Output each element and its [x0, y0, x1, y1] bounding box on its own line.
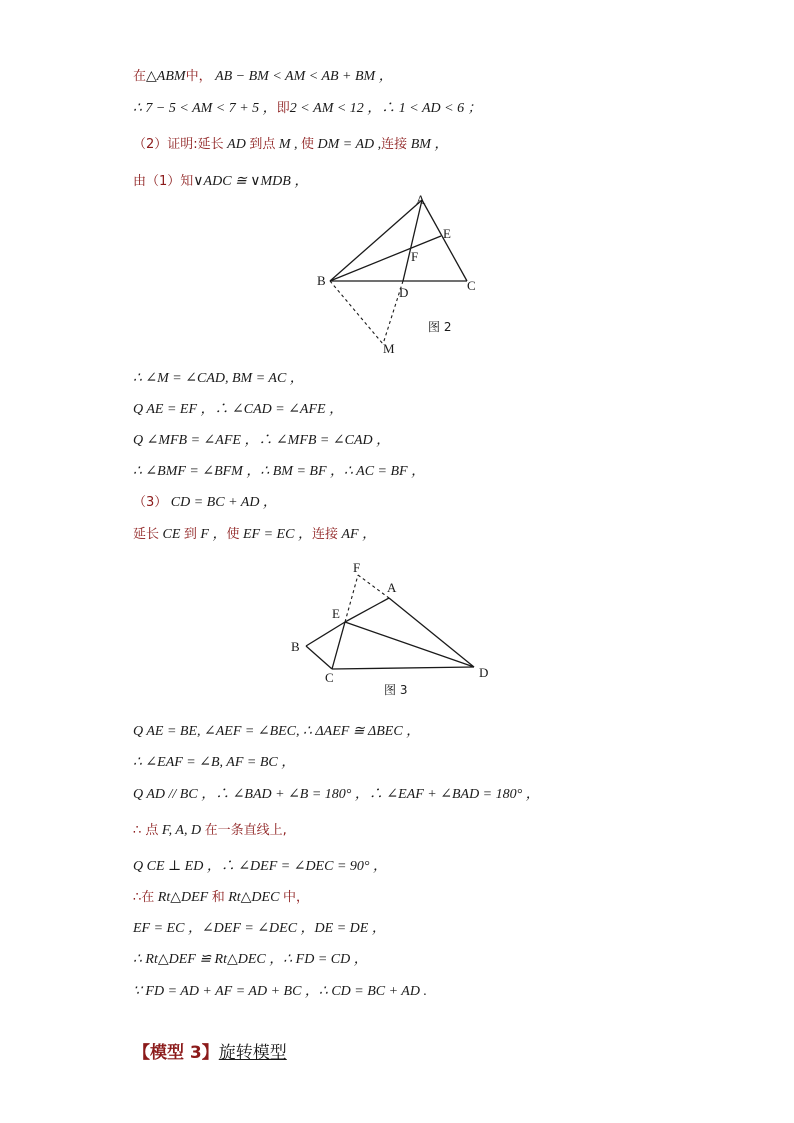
solution-line	[133, 918, 386, 939]
solution-line	[133, 171, 308, 192]
line-segment: ∨ADC ≅ ∨MDB ，	[193, 174, 309, 189]
solution-line	[133, 820, 287, 841]
solution-line	[133, 524, 376, 545]
line-segment: Q AE = EF ，∴ ∠CAD = ∠AFE ，	[133, 402, 344, 417]
line-segment: 在	[133, 69, 147, 84]
solution-line	[133, 949, 368, 970]
solution-line	[133, 887, 309, 908]
solution-line	[133, 368, 304, 389]
fig3-label-c: C	[325, 670, 334, 685]
line-segment: Q CE ⊥ ED ，∴ ∠DEF = ∠DEC = 90° ，	[133, 859, 387, 874]
section-bracket: 【模型 3】	[133, 1043, 219, 1063]
line-segment: DM = AD ,	[314, 137, 382, 152]
solution-line	[133, 399, 343, 420]
line-segment: Q AD // BC ，∴ ∠BAD + ∠B = 180° ，∴ ∠EAF + ∠BAD = 180° ，	[133, 787, 540, 802]
solution-line	[133, 98, 482, 119]
section-heading	[133, 1038, 287, 1063]
line-segment: CD = BC + AD ，	[167, 495, 277, 510]
fig2-label-a: A	[416, 192, 426, 207]
line-segment: ∴ ∠BMF = ∠BFM ，∴ BM = BF ，∴ AC = BF ，	[133, 464, 426, 479]
line-segment: 延长	[133, 527, 160, 542]
line-segment: 和	[211, 890, 225, 905]
line-segment: ∴ 7 − 5 <	[133, 101, 193, 116]
fig3-label-b: B	[291, 639, 300, 654]
line-segment: 中，	[185, 69, 212, 84]
line-segment: CE	[159, 527, 184, 542]
fig2-caption: 图 2	[428, 320, 452, 334]
fig3-caption: 图 3	[384, 683, 408, 697]
line-segment: F ，	[196, 527, 227, 542]
fig2-label-f: F	[411, 249, 419, 264]
line-segment: ∴ ∠M = ∠CAD, BM = AC ，	[133, 371, 304, 386]
fig2-label-d: D	[399, 285, 409, 300]
solution-line	[133, 784, 540, 805]
line-segment: Rt△DEF	[154, 890, 212, 905]
line-segment: ∴ 点	[133, 823, 159, 838]
line-segment: Rt△DEC	[224, 890, 283, 905]
line-segment: ∴在	[133, 890, 155, 905]
line-segment: 由（1）知	[133, 174, 194, 189]
line-segment: 使	[226, 527, 240, 542]
line-segment: 在一条直线上,	[204, 823, 287, 838]
solution-line	[133, 752, 295, 773]
fig3-label-e: E	[332, 606, 340, 621]
line-segment: （2）证明:延长	[133, 137, 224, 152]
solution-line	[133, 856, 387, 877]
solution-line	[133, 461, 425, 482]
solution-line	[133, 721, 420, 742]
solution-line	[133, 430, 390, 451]
fig2-label-c: C	[467, 278, 476, 293]
line-segment: AF ，	[337, 527, 377, 542]
line-segment: △ABM	[146, 69, 186, 84]
solution-line	[133, 134, 448, 155]
line-segment: EF = EC ，	[239, 527, 312, 542]
line-segment: 到	[183, 527, 197, 542]
solution-line	[133, 66, 393, 87]
line-segment: 使	[301, 137, 315, 152]
line-segment: ∵ FD = AD + AF = AD + BC ，∴ CD = BC + AD .	[133, 984, 427, 999]
line-segment: F, A, D	[158, 823, 205, 838]
line-segment: EF = EC ，∠DEF = ∠DEC ，DE = DE ，	[133, 921, 386, 936]
line-segment: AD	[223, 137, 250, 152]
fig3-label-d: D	[479, 665, 489, 680]
line-segment: 中，	[282, 890, 309, 905]
line-segment: 连接	[311, 527, 338, 542]
line-segment: （3）	[133, 495, 168, 510]
fig3-label-a: A	[387, 580, 397, 595]
fig2-label-e: E	[443, 226, 451, 241]
solution-line	[133, 981, 427, 1002]
section-title: 旋转模型	[218, 1043, 287, 1063]
fig2-label-b: B	[317, 273, 326, 288]
line-segment: 连接	[381, 137, 408, 152]
line-segment: BM ，	[407, 137, 449, 152]
line-segment: 到点	[249, 137, 276, 152]
line-segment: ∴ Rt△DEF ≌ Rt△DEC ，∴ FD = CD ，	[133, 952, 368, 967]
fig2-label-m: M	[383, 341, 395, 356]
line-segment: 2 < AM < 12 ，∴ 1 < AD < 6 ；	[289, 101, 482, 116]
line-segment: < 7 + 5 ，	[212, 101, 277, 116]
line-segment: Q ∠MFB = ∠AFE ，∴ ∠MFB = ∠CAD ，	[133, 433, 391, 448]
line-segment: ∴ ∠EAF = ∠B, AF = BC ，	[133, 755, 296, 770]
figure-3	[285, 558, 495, 703]
line-segment: AB − BM < AM < AB + BM ，	[211, 69, 393, 84]
fig3-label-f: F	[353, 560, 361, 575]
line-segment: 即	[276, 101, 290, 116]
line-segment: AM	[192, 101, 213, 116]
line-segment: Q AE = BE, ∠AEF = ∠BEC, ∴ ΔAEF ≅ ΔBEC ，	[133, 724, 421, 739]
solution-line	[133, 492, 277, 513]
figure-2	[310, 190, 510, 360]
line-segment: M ,	[275, 137, 302, 152]
